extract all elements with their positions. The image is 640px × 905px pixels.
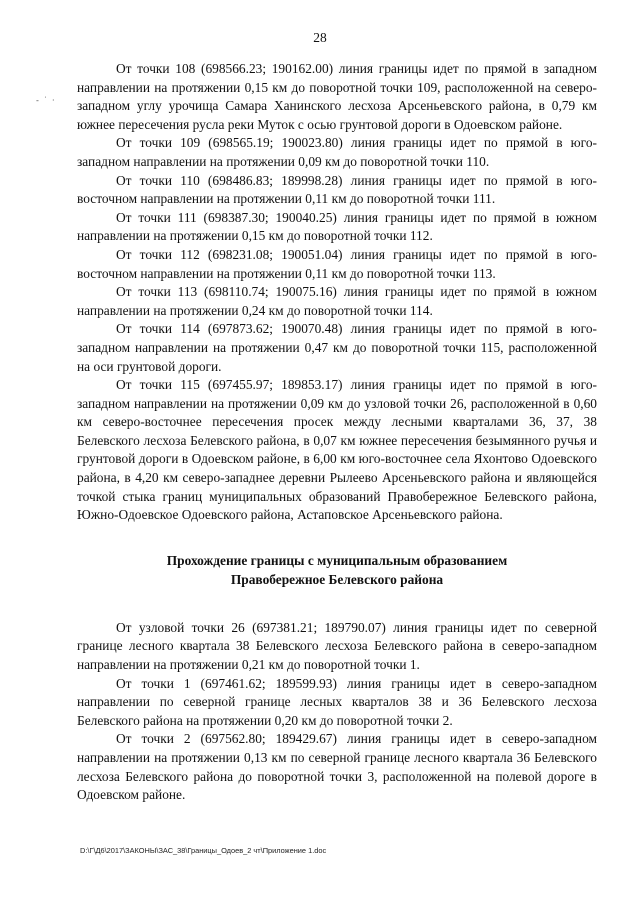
paragraph: От точки 110 (698486.83; 189998.28) линия границы идет по прямой в юго-восточном направлении на протяжении 0,11 км до поворотной точки 111.	[77, 172, 597, 207]
paragraph: От узловой точки 26 (697381.21; 189790.07) линия границы идет по северной границе лесного квартала 38 Белевского лесхоза Белевского района в северо-западном направлении на протяжении 0,21 км до поворотной точки 1.	[77, 619, 597, 673]
section-heading	[77, 551, 597, 589]
paragraph: От точки 114 (697873.62; 190070.48) линия границы идет по прямой в юго-западном направлении на протяжении 0,47 км до поворотной точки 115, расположенной на оси грунтовой дороги.	[77, 321, 597, 374]
paragraph: От точки 2 (697562.80; 189429.67) линия границы идет в северо-западном направлении на протяжении 0,13 км по северной границе лесного квартала 36 Белевского лесхоза Белевского района до поворотной точки 3, расположенной на полевой дороге в Одоевском районе.	[77, 731, 597, 803]
paragraph: От точки 113 (698110.74; 190075.16) линия границы идет по прямой в южном направлении на протяжении 0,24 км до поворотной точки 114.	[77, 284, 597, 318]
paragraph: От точки 111 (698387.30; 190040.25) линия границы идет по прямой в южном направлении на протяжении 0,15 км до поворотной точки 112.	[77, 209, 597, 244]
paragraph: От точки 108 (698566.23; 190162.00) линия границы идет по прямой в западном направлении на протяжении 0,15 км до поворотной точки 109, расположенной на северо-западном углу урочища Самара Ханинского лесхоза Арсеньевского района, в 0,79 км южнее пересечения русла реки Муток с осью грунтовой дороги в Одоевском районе.	[77, 61, 597, 132]
margin-mark: - ˙ ·	[36, 96, 56, 105]
section-heading-line: Правобережное Белевского района	[230, 571, 444, 587]
paragraph: От точки 112 (698231.08; 190051.04) линия границы идет по прямой в юго-восточном направлении на протяжении 0,11 км до поворотной точки 113.	[77, 246, 597, 281]
paragraph: От точки 109 (698565.19; 190023.80) линия границы идет по прямой в юго-западном направлении на протяжении 0,09 км до поворотной точки 110.	[77, 135, 597, 169]
file-path-footer: D:\Г\Д6\2017\ЗАКОНЫ\ЗАС_38\Границы_Одоев_2 чт\Приложение 1.doc	[80, 846, 327, 855]
page-number: 28	[313, 30, 327, 45]
section-heading-line: Прохождение границы с муниципальным образованием	[166, 552, 508, 568]
document-body	[77, 60, 597, 805]
paragraph: От точки 1 (697461.62; 189599.93) линия границы идет в северо-западном направлении по северной границе лесных кварталов 38 и 36 Белевского лесхоза Белевского района на протяжении 0,20 км до поворотной точки 2.	[77, 675, 597, 728]
paragraph: От точки 115 (697455.97; 189853.17) линия границы идет по прямой в юго-западном направлении на протяжении 0,09 км до узловой точки 26, расположенной в 0,60 км северо-восточнее пересечения просек между лесными кварталами 36, 37, 38 Белевского лесхоза Белевского района, в 0,07 км южнее пересечения безымянного ручья и грунтовой дороги в Одоевском районе, в 6,00 км юго-восточнее села Яхонтово Одоевского района, в 4,20 км северо-западнее деревни Рылеево Арсеньевского района и являющейся точкой стыка границ муниципальных образований Правобережное Белевского района, Южно-Одоевское Одоевского района, Астаповское Арсеньевского района.	[77, 377, 597, 523]
